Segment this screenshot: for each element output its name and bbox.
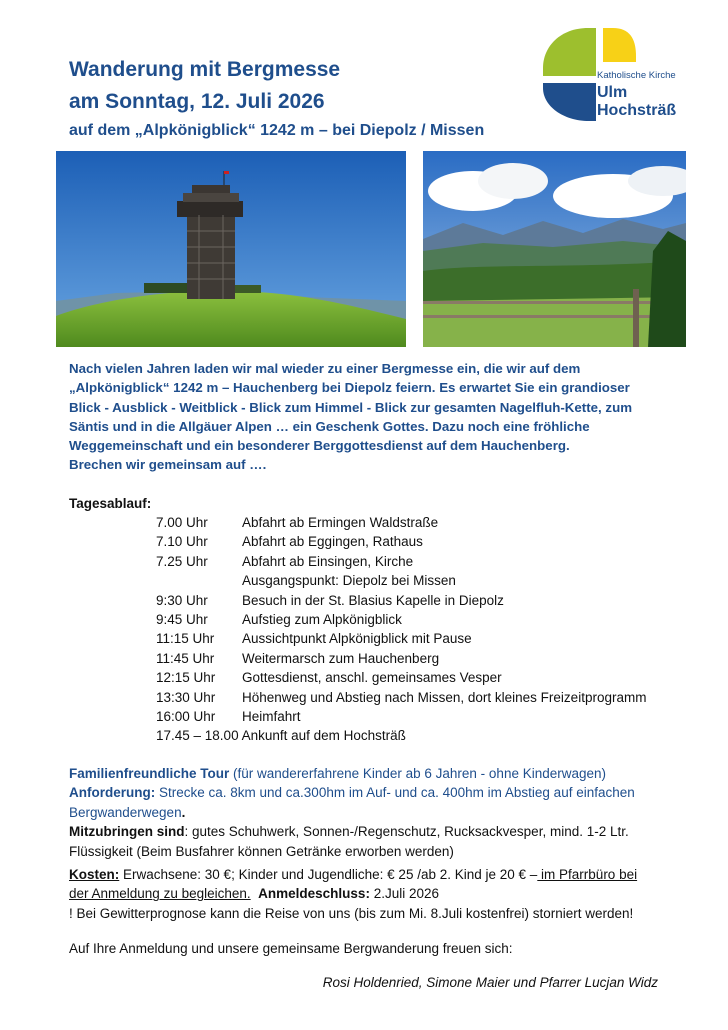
cost-line-2 xyxy=(69,884,709,903)
schedule-time: 11:15 Uhr xyxy=(156,631,215,647)
info-block xyxy=(69,764,709,959)
schedule-row xyxy=(156,707,646,726)
schedule-text: Aussichtpunkt Alpkönigblick mit Pause xyxy=(242,631,472,647)
schedule-text: Abfahrt ab Ermingen Waldstraße xyxy=(242,515,439,530)
page-title-line2: am Sonntag, 12. Juli 2026 xyxy=(69,90,325,113)
schedule-time: 11:45 Uhr xyxy=(156,650,215,666)
schedule-text: Höhenweg und Abstieg nach Missen, dort kleines Freizeitprogramm xyxy=(242,689,647,705)
signature: Rosi Holdenried, Simone Maier und Pfarrer Lucjan Widz xyxy=(322,975,658,990)
schedule-time: 7.10 Uhr xyxy=(156,534,208,550)
bring-text: : gutes Schuhwerk, Sonnen-/Regenschutz, Rucksackvesper, mind. 1-2 Ltr. xyxy=(184,824,629,840)
schedule-text: Ausgangspunkt: Diepolz bei Missen xyxy=(242,573,456,589)
cost-text: Erwachsene: 30 €; Kinder und Jugendliche: € 25 /ab 2. Kind je 20 € – xyxy=(119,867,538,883)
schedule-text: Abfahrt ab Eggingen, Rathaus xyxy=(242,534,423,550)
requirement-end: . xyxy=(181,804,186,820)
intro-line: Brechen wir gemeinsam auf …. xyxy=(69,457,267,473)
schedule-time: 9:30 Uhr xyxy=(156,592,208,608)
requirement-label: Anforderung: xyxy=(69,785,156,801)
schedule-time: 13:30 Uhr xyxy=(156,689,216,705)
cost-payment-text-2: der Anmeldung zu begleichen. xyxy=(69,886,251,902)
schedule-row xyxy=(156,513,646,532)
storm-note: ! Bei Gewitterprognose kann die Reise von uns (bis zum Mi. 8.Juli kostenfrei) storniert werden! xyxy=(69,905,634,921)
intro-line: Nach vielen Jahren laden wir mal wieder zu einer Bergmesse ein, die wir auf dem xyxy=(69,361,581,376)
schedule-text: Gottesdienst, anschl. gemeinsames Vesper xyxy=(242,670,502,686)
logo-small-text: Katholische Kirche xyxy=(597,70,676,81)
family-label: Familienfreundliche Tour xyxy=(69,766,230,781)
parish-logo xyxy=(541,26,691,126)
schedule-arrival-text: 17.45 – 18.00 Ankunft auf dem Hochsträß xyxy=(156,728,406,744)
family-line xyxy=(69,764,709,783)
requirement-line xyxy=(69,783,709,802)
bring-line xyxy=(69,822,709,841)
bring-line-2 xyxy=(69,842,709,861)
logo-line2: Hochsträß xyxy=(597,102,677,119)
schedule-time: 7.00 Uhr xyxy=(156,515,208,530)
schedule-time: 7.25 Uhr xyxy=(156,553,208,569)
schedule-row xyxy=(156,668,646,687)
schedule-time: 16:00 Uhr xyxy=(156,709,216,725)
schedule-row xyxy=(156,649,646,668)
logo-line1: Ulm xyxy=(597,84,628,101)
schedule-text: Heimfahrt xyxy=(242,709,301,725)
schedule-row xyxy=(156,552,646,571)
schedule-row-arrival xyxy=(156,726,646,745)
intro-paragraph xyxy=(69,359,679,475)
cost-payment-text: im Pfarrbüro bei xyxy=(537,867,638,883)
intro-line: Blick - Ausblick - Weitblick - Blick zum Himmel - Blick zur gesamten Nagelfluh-Kette, zum xyxy=(69,399,633,415)
photo-lookout-tower xyxy=(56,151,406,347)
schedule-text: Aufstieg zum Alpkönigblick xyxy=(242,612,402,628)
bring-text-2: Flüssigkeit (Beim Busfahrer können Getränke erworben werden) xyxy=(69,843,454,859)
requirement-text: Strecke ca. 8km und ca.300hm im Auf- und ca. 400hm im Abstieg auf einfachen xyxy=(155,785,635,801)
cost-label: Kosten: xyxy=(69,867,120,883)
schedule-time: 12:15 Uhr xyxy=(156,670,216,686)
page-title-line1: Wanderung mit Bergmesse xyxy=(69,58,341,81)
intro-line: Säntis und in die Allgäuer Alpen … ein Geschenk Gottes. Dazu noch eine fröhliche xyxy=(69,418,590,434)
intro-line: „Alpkönigblick“ 1242 m – Hauchenberg bei Diepolz feiern. Es erwartet Sie ein grandioser xyxy=(69,380,630,396)
page-subtitle: auf dem „Alpkönigblick“ 1242 m – bei Diepolz / Missen xyxy=(69,122,485,139)
schedule-row xyxy=(156,688,646,707)
schedule-row xyxy=(156,571,646,590)
cost-line xyxy=(69,865,709,884)
schedule-time xyxy=(156,571,242,590)
schedule-row xyxy=(156,610,646,629)
schedule-text: Weitermarsch zum Hauchenberg xyxy=(242,650,440,666)
schedule-row xyxy=(156,629,646,648)
schedule-list xyxy=(156,513,646,746)
schedule-text: Abfahrt ab Einsingen, Kirche xyxy=(242,553,414,569)
requirement-line-2 xyxy=(69,803,709,822)
family-text: (für wandererfahrene Kinder ab 6 Jahren - ohne Kinderwagen) xyxy=(229,766,607,781)
requirement-text-2: Bergwanderwegen xyxy=(69,804,182,820)
schedule-row xyxy=(156,591,646,610)
photo-alpine-panorama xyxy=(423,151,686,347)
bring-label: Mitzubringen sind xyxy=(69,824,185,840)
schedule-time: 9:45 Uhr xyxy=(156,612,208,628)
schedule-heading: Tagesablauf: xyxy=(69,496,152,511)
schedule-text: Besuch in der St. Blasius Kapelle in Diepolz xyxy=(242,592,504,608)
closing-line: Auf Ihre Anmeldung und unsere gemeinsame Bergwanderung freuen sich: xyxy=(69,941,513,957)
deadline-value: 2.Juli 2026 xyxy=(369,886,440,902)
deadline-label: Anmeldeschluss: xyxy=(258,886,370,902)
intro-line: Weggemeinschaft und ein besonderer Berggottesdienst auf dem Hauchenberg. xyxy=(69,438,570,454)
schedule-row xyxy=(156,532,646,551)
